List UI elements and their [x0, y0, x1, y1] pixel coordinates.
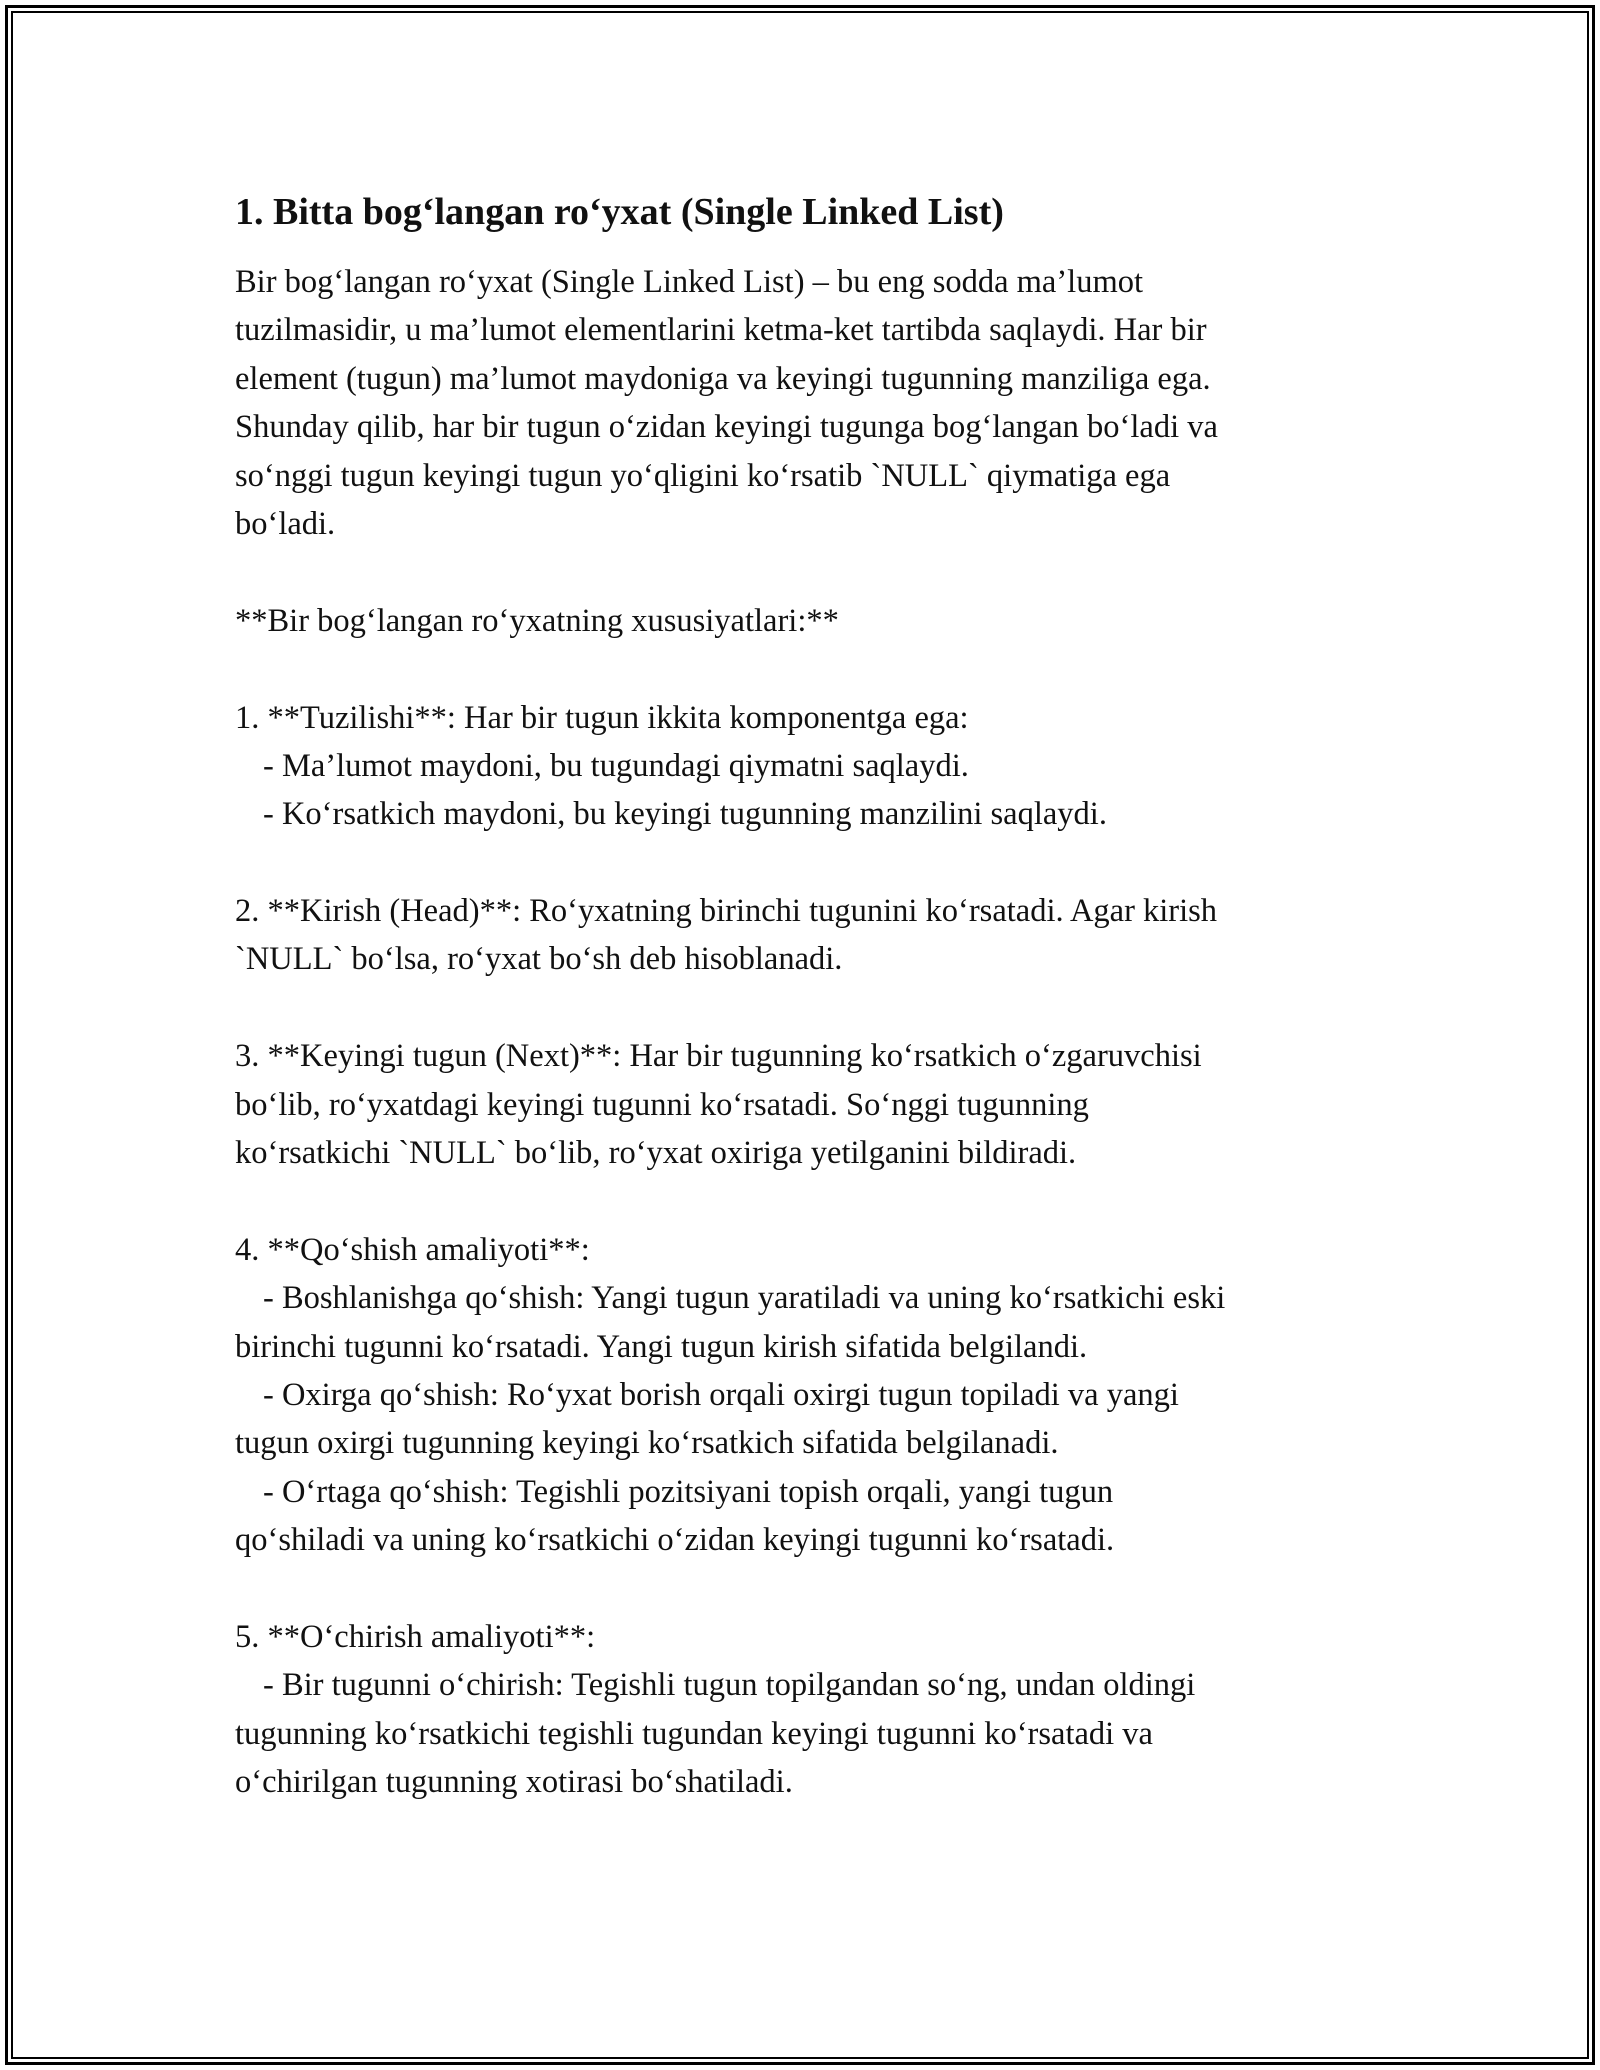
item-3-line: ko‘rsatkichi `NULL` bo‘lib, ro‘yxat oxiriga yetilganini bildiradi.	[235, 1135, 1077, 1172]
blank-line	[235, 548, 1375, 596]
item-5-line: - Bir tugunni o‘chirish: Tegishli tugun topilgandan so‘ng, undan oldingi	[263, 1667, 1196, 1704]
item-4-line: - Boshlanishga qo‘shish: Yangi tugun yaratiladi va uning ko‘rsatkichi eski	[263, 1280, 1226, 1317]
blank-line	[235, 645, 1375, 693]
item-1-line: - Ma’lumot maydoni, bu tugundagi qiymatni saqlaydi.	[263, 747, 969, 784]
document-page	[235, 186, 1375, 1807]
item-2-line: `NULL` bo‘lsa, ro‘yxat bo‘sh deb hisoblanadi.	[235, 941, 843, 978]
item-5-line: o‘chirilgan tugunning xotirasi bo‘shatiladi.	[235, 1764, 793, 1801]
item-4-line: qo‘shiladi va uning ko‘rsatkichi o‘zidan keyingi tugunni ko‘rsatadi.	[235, 1522, 1115, 1559]
item-4-line: - O‘rtaga qo‘shish: Tegishli pozitsiyani topish orqali, yangi tugun	[263, 1473, 1114, 1510]
intro-line: so‘nggi tugun keyingi tugun yo‘qligini ko‘rsatib `NULL` qiymatiga ega	[235, 457, 1171, 494]
item-5-line: tugunning ko‘rsatkichi tegishli tugundan keyingi tugunni ko‘rsatadi va	[235, 1715, 1153, 1752]
item-1-line: 1. **Tuzilishi**: Har bir tugun ikkita komponentga ega:	[235, 699, 969, 736]
item-3-line: 3. **Keyingi tugun (Next)**: Har bir tugunning ko‘rsatkich o‘zgaruvchisi	[235, 1038, 1202, 1075]
intro-line: bo‘ladi.	[235, 505, 336, 542]
intro-line: tuzilmasidir, u ma’lumot elementlarini ketma-ket tartibda saqlaydi. Har bir	[235, 312, 1207, 349]
document-title: 1. Bitta bog‘langan ro‘yxat (Single Linked List)	[235, 191, 1004, 233]
item-5-line: 5. **O‘chirish amaliyoti**:	[235, 1618, 596, 1655]
blank-line	[235, 1177, 1375, 1225]
item-4-line: tugun oxirgi tugunning keyingi ko‘rsatkich sifatida belgilanadi.	[235, 1425, 1059, 1462]
intro-paragraph	[235, 258, 1375, 1807]
item-1-line: - Ko‘rsatkich maydoni, bu keyingi tugunning manzilini saqlaydi.	[263, 796, 1107, 833]
item-4-line: - Oxirga qo‘shish: Ro‘yxat borish orqali oxirgi tugun topiladi va yangi	[263, 1376, 1179, 1413]
intro-line: element (tugun) ma’lumot maydoniga va keyingi tugunning manziliga ega.	[235, 360, 1211, 397]
item-3-line: bo‘lib, ro‘yxatdagi keyingi tugunni ko‘rsatadi. So‘nggi tugunning	[235, 1086, 1089, 1123]
blank-line	[235, 984, 1375, 1032]
item-2-line: 2. **Kirish (Head)**: Ro‘yxatning birinchi tugunini ko‘rsatadi. Agar kirish	[235, 893, 1218, 930]
properties-heading: **Bir bog‘langan ro‘yxatning xususiyatlari:**	[235, 602, 839, 639]
blank-line	[235, 1565, 1375, 1613]
item-4-line: 4. **Qo‘shish amaliyoti**:	[235, 1231, 590, 1268]
intro-line: Bir bog‘langan ro‘yxat (Single Linked List) – bu eng sodda ma’lumot	[235, 264, 1144, 300]
blank-line	[235, 839, 1375, 887]
intro-line: Shunday qilib, har bir tugun o‘zidan keyingi tugunga bog‘langan bo‘ladi va	[235, 409, 1218, 446]
item-4-line: birinchi tugunni ko‘rsatadi. Yangi tugun kirish sifatida belgilandi.	[235, 1328, 1088, 1365]
